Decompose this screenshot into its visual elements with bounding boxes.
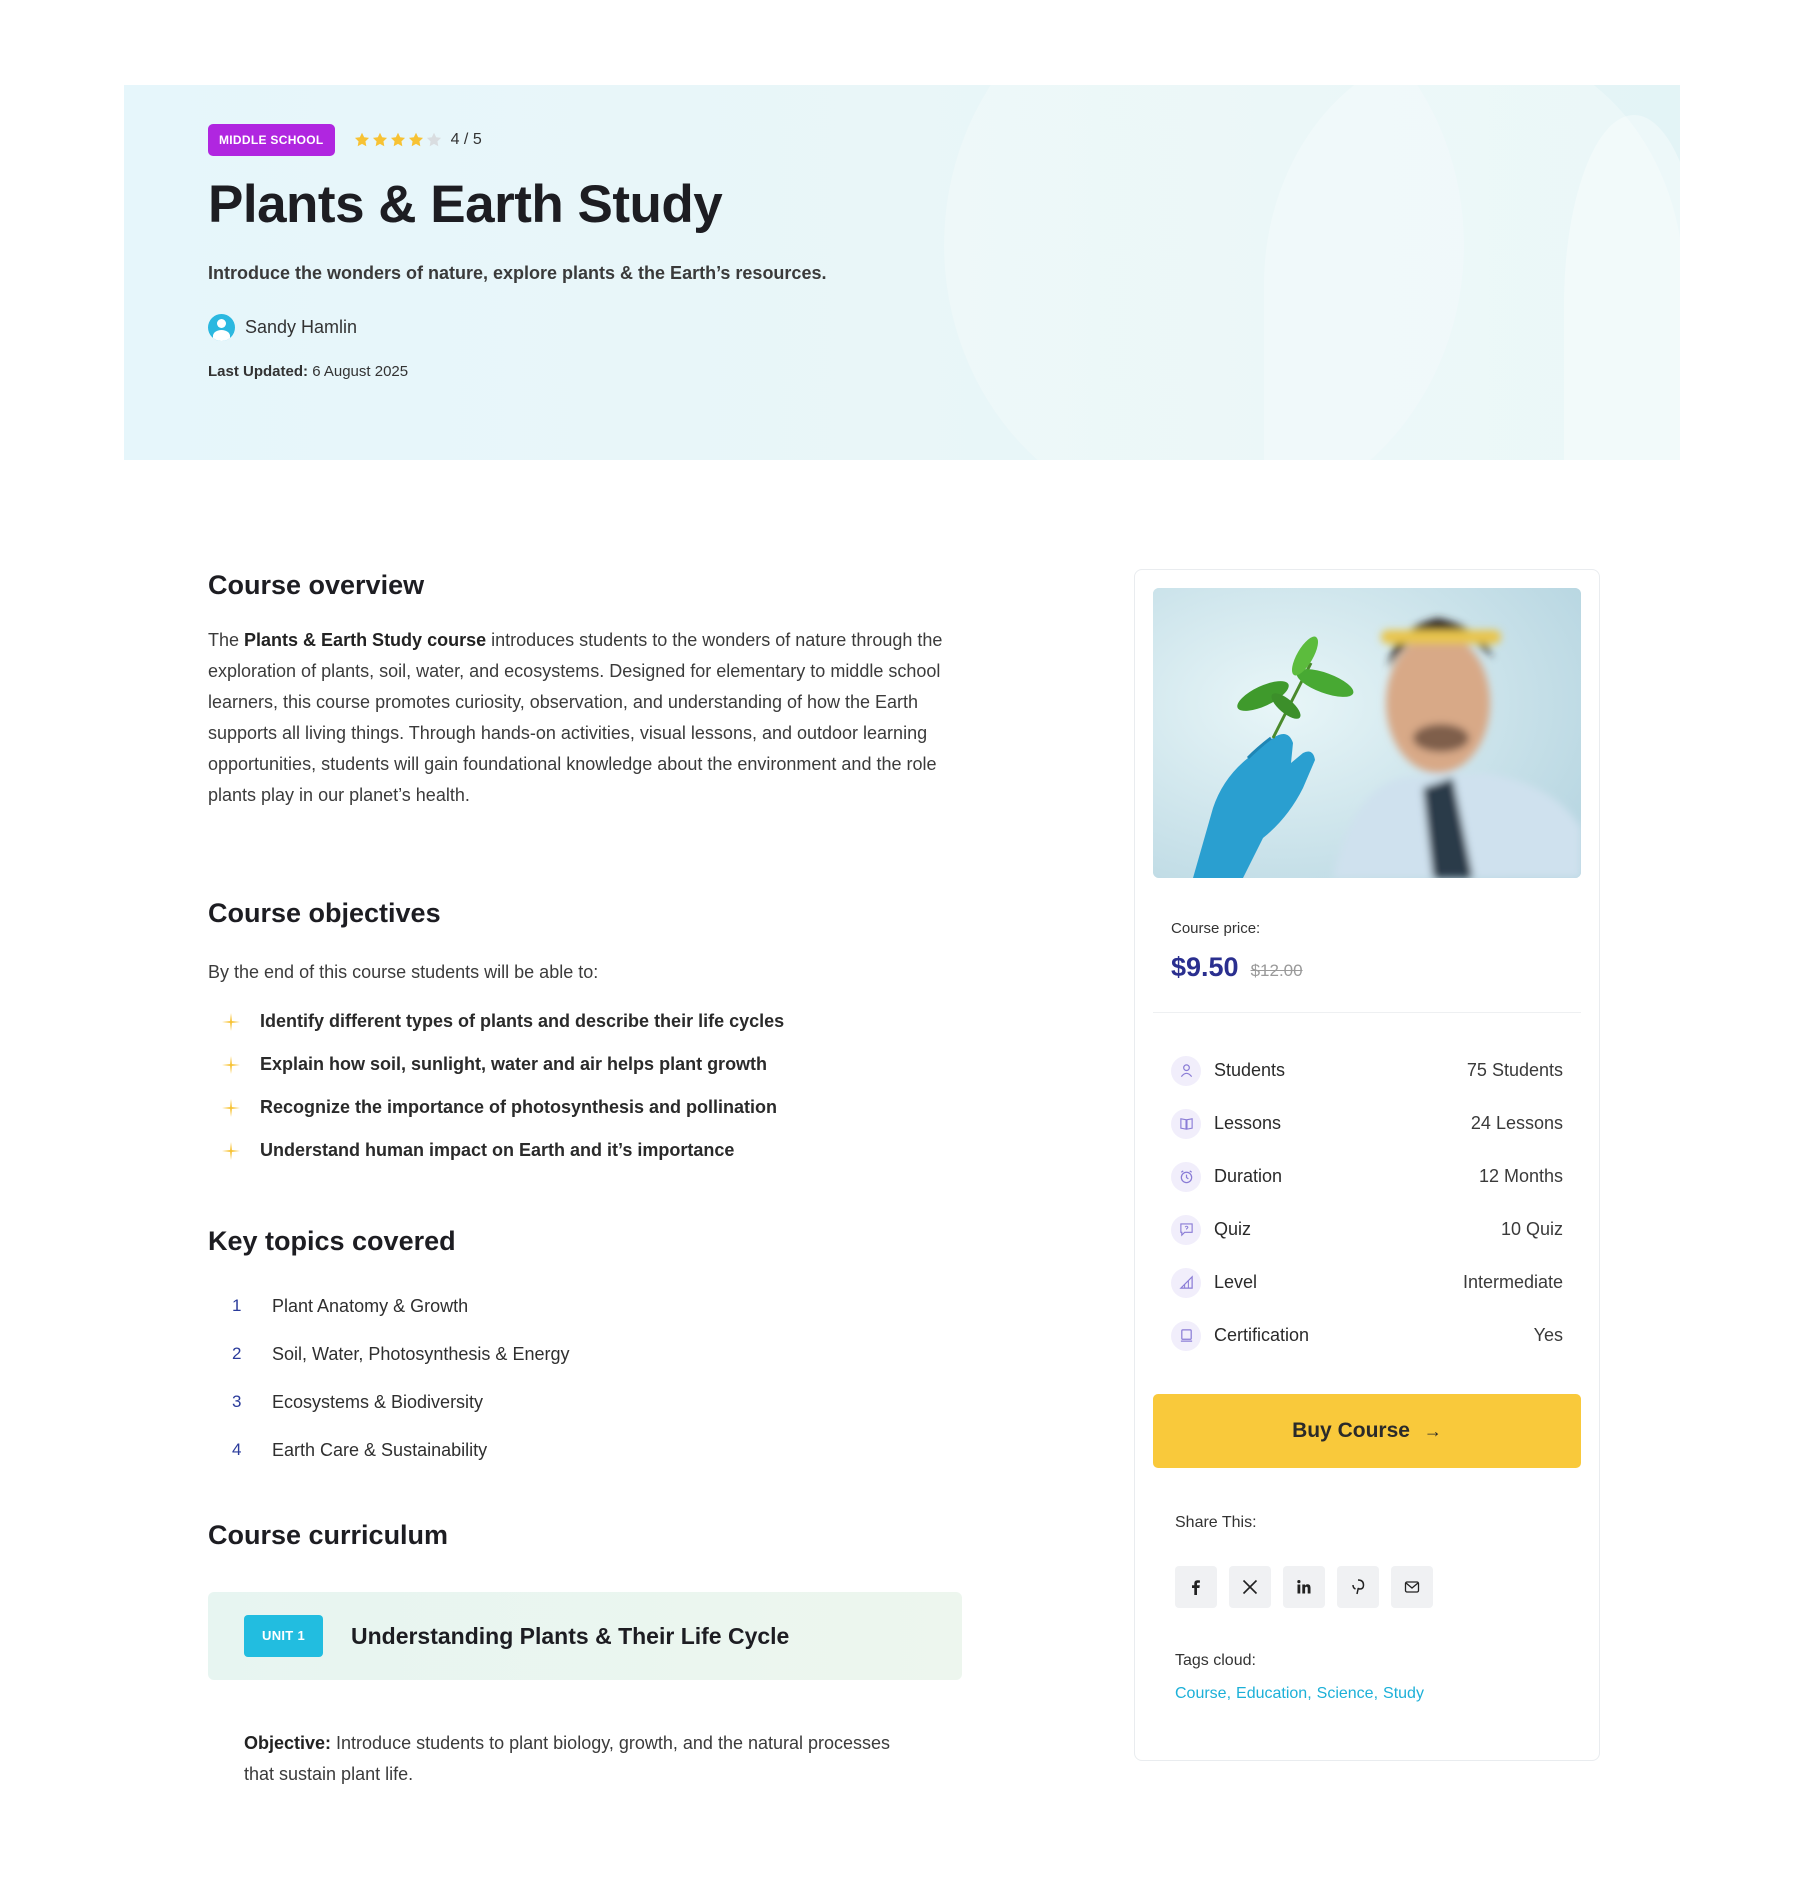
quiz-icon [1171, 1215, 1201, 1245]
tag-link[interactable]: Science [1316, 1685, 1374, 1702]
curriculum-heading: Course curriculum [208, 1520, 449, 1550]
facebook-share-button[interactable] [1175, 1566, 1217, 1608]
x-share-button[interactable] [1229, 1566, 1271, 1608]
page-title: Plants & Earth Study [208, 175, 723, 234]
sparkle-icon [222, 1099, 240, 1117]
meta-value: 75 Students [1466, 1060, 1563, 1080]
last-updated-label: Last Updated: [208, 363, 309, 380]
topic-number: 2 [232, 1344, 242, 1363]
meta-row-duration [1171, 1150, 1563, 1203]
meta-row-level [1171, 1256, 1563, 1309]
meta-value: 24 Lessons [1470, 1113, 1563, 1133]
x-icon [1241, 1578, 1259, 1596]
user-icon [1171, 1056, 1201, 1086]
list-item [208, 1426, 569, 1474]
unit-badge: UNIT 1 [244, 1615, 323, 1657]
meta-row-students [1171, 1044, 1563, 1097]
last-updated-date: 6 August 2025 [312, 363, 409, 380]
meta-label: Quiz [1214, 1219, 1252, 1239]
star-empty-icon [426, 132, 442, 148]
sparkle-icon [222, 1056, 240, 1074]
meta-row-certification [1171, 1309, 1563, 1362]
tags-label: Tags cloud: [1175, 1652, 1256, 1669]
rating-text: 4 / 5 [450, 131, 482, 148]
course-hero [124, 85, 1680, 460]
certificate-icon [1171, 1321, 1201, 1351]
course-meta-list [1171, 1044, 1563, 1362]
divider [1153, 1012, 1581, 1013]
objective-text: Understand human impact on Earth and it’s importance [260, 1140, 735, 1160]
unit-objective-label: Objective: [244, 1733, 332, 1753]
pinterest-icon [1349, 1578, 1367, 1596]
meta-row-lessons [1171, 1097, 1563, 1150]
sparkle-icon [222, 1142, 240, 1160]
meta-label: Lessons [1214, 1113, 1282, 1133]
last-updated [208, 363, 826, 380]
buy-course-label: Buy Course [1292, 1419, 1410, 1442]
meta-value: 10 Quiz [1500, 1219, 1563, 1239]
list-item [208, 1282, 569, 1330]
topic-label: Soil, Water, Photosynthesis & Energy [272, 1343, 570, 1364]
objectives-intro: By the end of this course students will be able to: [208, 962, 599, 982]
user-avatar-icon [208, 314, 235, 341]
list-item [208, 1043, 784, 1086]
linkedin-share-button[interactable] [1283, 1566, 1325, 1608]
topic-label: Earth Care & Sustainability [272, 1439, 488, 1460]
author-name[interactable]: Sandy Hamlin [245, 317, 358, 337]
overview-body: introduces students to the wonders of nature through the exploration of plants, soil, water, and ecosystems. Designed for elementary to middle school learners, this course promotes curiosity, observation, and understanding of how the Earth supports all living things. Through hands-on activities, visual lessons, and outdoor learning opportunities, students will gain foundational knowledge about the environment and the role plants play in our planet’s health. [208, 630, 943, 805]
objective-text: Recognize the importance of photosynthesis and pollination [260, 1097, 778, 1117]
course-content [208, 570, 968, 1784]
scientist-with-plant-image [1153, 588, 1581, 878]
star-icon [354, 132, 370, 148]
topic-number: 4 [232, 1440, 242, 1459]
star-rating [354, 132, 442, 148]
unit-title: Understanding Plants & Their Life Cycle [350, 1622, 790, 1649]
level-icon [1171, 1268, 1201, 1298]
course-image [1153, 588, 1581, 878]
linkedin-icon [1295, 1578, 1313, 1596]
course-subtitle: Introduce the wonders of nature, explore plants & the Earth’s resources. [208, 263, 827, 283]
meta-row-quiz [1171, 1203, 1563, 1256]
author[interactable] [208, 314, 826, 341]
topic-label: Ecosystems & Biodiversity [272, 1391, 484, 1412]
overview-course-name: Plants & Earth Study course [244, 630, 487, 650]
meta-value: Yes [1533, 1325, 1563, 1345]
tag-link[interactable]: Course [1175, 1685, 1227, 1702]
price-label: Course price: [1171, 920, 1261, 937]
topic-label: Plant Anatomy & Growth [272, 1295, 469, 1316]
share-buttons [1175, 1566, 1433, 1608]
star-icon [408, 132, 424, 148]
topic-number: 1 [232, 1296, 242, 1315]
topics-list [208, 1282, 569, 1474]
arrow-right-icon: → [1423, 1420, 1442, 1441]
unit-objective-text: Introduce students to plant biology, growth, and the natural processes that sustain plant life. [244, 1733, 891, 1784]
clock-icon [1171, 1162, 1201, 1192]
overview-heading: Course overview [208, 570, 425, 600]
course-sidebar-card [1134, 569, 1600, 1761]
overview-lead: The [208, 630, 245, 650]
list-item [208, 1378, 569, 1426]
meta-label: Certification [1214, 1325, 1310, 1345]
price-row [1171, 952, 1303, 983]
list-item [208, 1000, 784, 1043]
list-item [208, 1330, 569, 1378]
pinterest-share-button[interactable] [1337, 1566, 1379, 1608]
original-price: $12.00 [1250, 961, 1303, 980]
tag-link[interactable]: Study [1383, 1685, 1424, 1702]
meta-value: Intermediate [1462, 1272, 1563, 1292]
topics-heading: Key topics covered [208, 1226, 456, 1256]
meta-label: Students [1214, 1060, 1286, 1080]
objectives-heading: Course objectives [208, 898, 441, 928]
buy-course-button[interactable] [1153, 1394, 1581, 1468]
curriculum-unit-header[interactable] [208, 1592, 962, 1680]
overview-text [208, 625, 948, 811]
tags-cloud: Course, Education, Science, Study [1175, 1685, 1424, 1702]
book-icon [1171, 1109, 1201, 1139]
star-icon [372, 132, 388, 148]
objectives-list [208, 1000, 784, 1172]
meta-label: Level [1214, 1272, 1258, 1292]
tag-link[interactable]: Education [1236, 1685, 1308, 1702]
objective-text: Explain how soil, sunlight, water and air helps plant growth [260, 1054, 768, 1074]
email-share-button[interactable] [1391, 1566, 1433, 1608]
list-item [208, 1129, 784, 1172]
sparkle-icon [222, 1013, 240, 1031]
meta-label: Duration [1214, 1166, 1283, 1186]
topic-number: 3 [232, 1392, 242, 1411]
unit-objective [244, 1728, 904, 1790]
level-badge[interactable]: MIDDLE SCHOOL [208, 124, 335, 156]
objective-text: Identify different types of plants and describe their life cycles [260, 1011, 785, 1031]
share-label: Share This: [1175, 1514, 1257, 1531]
meta-value: 12 Months [1478, 1166, 1563, 1186]
email-icon [1403, 1578, 1421, 1596]
star-icon [390, 132, 406, 148]
course-price: $9.50 [1171, 952, 1239, 982]
list-item [208, 1086, 784, 1129]
facebook-icon [1187, 1578, 1205, 1596]
